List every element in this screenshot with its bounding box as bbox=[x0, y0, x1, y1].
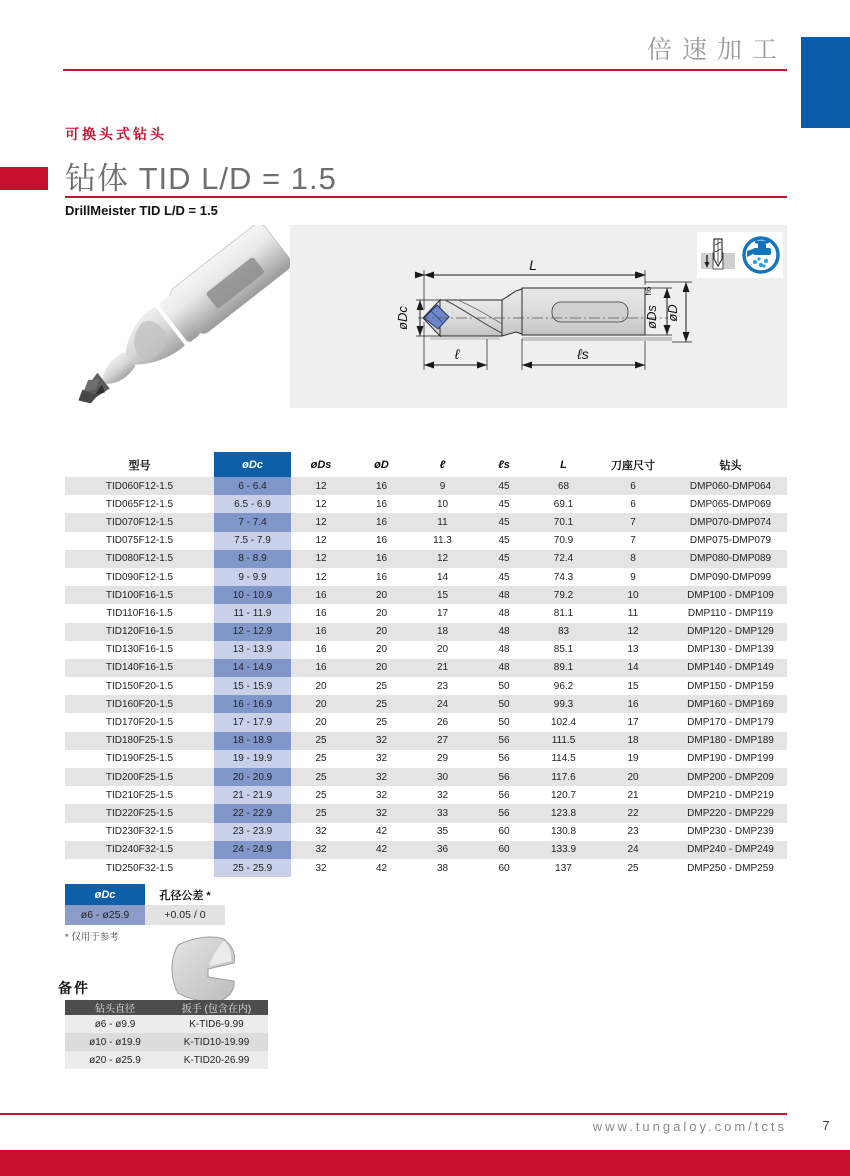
spare-parts-table bbox=[65, 1000, 268, 1069]
tolerance-footnote: * 仅用于参考 bbox=[65, 932, 119, 943]
tolerance-table-header bbox=[65, 884, 225, 905]
table-row: TID120F16-1.5 12 - 12.9 16 20 18 48 83 12 DMP120 - DMP129 bbox=[65, 623, 787, 641]
drill-photo-illustration bbox=[60, 225, 290, 408]
table-row: TID250F32-1.5 25 - 25.9 32 42 38 60 137 25 DMP250 - DMP259 bbox=[65, 859, 787, 877]
column-header: ℓs bbox=[498, 458, 510, 471]
table-row: ø6 - ø25.9 +0.05 / 0 bbox=[65, 905, 225, 925]
drilling-depth-icon bbox=[699, 235, 737, 275]
dim-label-dc: øDc bbox=[395, 306, 410, 330]
wrench-illustration bbox=[160, 933, 255, 1005]
table-row: TID070F12-1.5 7 - 7.4 12 16 11 45 70.1 7 DMP070-DMP074 bbox=[65, 513, 787, 531]
dim-label-ds: øDs bbox=[644, 305, 659, 329]
blue-edge-tab bbox=[801, 37, 850, 128]
dim-label-d: øD bbox=[665, 304, 680, 322]
spec-table bbox=[65, 452, 787, 877]
table-row: TID060F12-1.5 6 - 6.4 12 16 9 45 68 6 DMP060-DMP064 bbox=[65, 477, 787, 495]
spare-parts-heading: 备件 bbox=[58, 980, 90, 996]
page-number: 7 bbox=[822, 1118, 830, 1133]
table-row: TID150F20-1.5 15 - 15.9 20 25 23 50 96.2 15 DMP150 - DMP159 bbox=[65, 677, 787, 695]
bottom-red-bar bbox=[0, 1150, 850, 1176]
table-row: TID090F12-1.5 9 - 9.9 12 16 14 45 74.3 9 DMP090-DMP099 bbox=[65, 568, 787, 586]
corner-tag: 倍速加工 bbox=[646, 36, 787, 64]
table-row: TID080F12-1.5 8 - 8.9 12 16 12 45 72.4 8 DMP080-DMP089 bbox=[65, 550, 787, 568]
column-header: 型号 bbox=[128, 459, 151, 472]
category-label: 可换头式钻头 bbox=[65, 126, 167, 142]
title-rule bbox=[65, 196, 787, 198]
dim-label-l: ℓ bbox=[454, 346, 460, 362]
table-row: ø20 - ø25.9 K-TID20-26.99 bbox=[65, 1051, 268, 1069]
table-row: TID160F20-1.5 16 - 16.9 20 25 24 50 99.3 16 DMP160 - DMP169 bbox=[65, 695, 787, 713]
column-header: øDc bbox=[65, 884, 145, 905]
table-row: ø10 - ø19.9 K-TID10-19.99 bbox=[65, 1033, 268, 1051]
table-row: ø6 - ø9.9 K-TID6-9.99 bbox=[65, 1015, 268, 1033]
table-row: TID065F12-1.5 6.5 - 6.9 12 16 10 45 69.1 6 DMP065-DMP069 bbox=[65, 495, 787, 513]
tolerance-table bbox=[65, 884, 225, 925]
column-header: øD bbox=[374, 458, 389, 471]
column-header: 刀座尺寸 bbox=[611, 459, 655, 472]
column-header: ℓ bbox=[439, 458, 446, 471]
table-row: TID170F20-1.5 17 - 17.9 20 25 26 50 102.4 17 DMP170 - DMP179 bbox=[65, 713, 787, 731]
table-row: TID110F16-1.5 11 - 11.9 16 20 17 48 81.1 11 DMP110 - DMP119 bbox=[65, 604, 787, 622]
table-row: TID180F25-1.5 18 - 18.9 25 32 27 56 111.5 18 DMP180 - DMP189 bbox=[65, 732, 787, 750]
spare-parts-header bbox=[65, 1000, 268, 1015]
column-header: 孔径公差 * bbox=[159, 889, 211, 902]
spec-table-header bbox=[65, 452, 787, 477]
table-row: TID200F25-1.5 20 - 20.9 25 32 30 56 117.6 20 DMP200 - DMP209 bbox=[65, 768, 787, 786]
footer-url: www.tungaloy.com/tcts bbox=[592, 1119, 787, 1134]
technical-diagram bbox=[290, 225, 787, 408]
column-header: 扳手 (包含在内) bbox=[165, 1000, 268, 1015]
table-row: TID100F16-1.5 10 - 10.9 16 20 15 48 79.2 10 DMP100 - DMP109 bbox=[65, 586, 787, 604]
table-row: TID130F16-1.5 13 - 13.9 16 20 20 48 85.1 13 DMP130 - DMP139 bbox=[65, 641, 787, 659]
product-photo bbox=[60, 225, 290, 408]
column-header: øDc bbox=[214, 452, 291, 477]
table-row: TID240F32-1.5 24 - 24.9 32 42 36 60 133.9 24 DMP240 - DMP249 bbox=[65, 841, 787, 859]
table-row: TID140F16-1.5 14 - 14.9 16 20 21 48 89.1 14 DMP140 - DMP149 bbox=[65, 659, 787, 677]
column-header: øDs bbox=[310, 458, 332, 471]
table-row: TID210F25-1.5 21 - 21.9 25 32 32 56 120.7 21 DMP210 - DMP219 bbox=[65, 786, 787, 804]
column-header: L bbox=[560, 458, 567, 471]
table-row: TID190F25-1.5 19 - 19.9 25 32 29 56 114.5 19 DMP190 - DMP199 bbox=[65, 750, 787, 768]
dim-label-ds-sup: h6 bbox=[644, 286, 653, 296]
column-header: 钻头直径 bbox=[65, 1000, 165, 1015]
corner-rule bbox=[63, 69, 787, 71]
feature-icons bbox=[697, 232, 783, 278]
dim-label-ls: ℓs bbox=[577, 346, 589, 362]
dim-label-L: L bbox=[529, 257, 537, 273]
table-row: TID230F32-1.5 23 - 23.9 32 42 35 60 130.8 23 DMP230 - DMP239 bbox=[65, 823, 787, 841]
column-header: 钻头 bbox=[719, 459, 742, 472]
table-row: TID220F25-1.5 22 - 22.9 25 32 33 56 123.8 22 DMP220 - DMP229 bbox=[65, 804, 787, 822]
red-title-block bbox=[0, 167, 48, 190]
page-subtitle: DrillMeister TID L/D = 1.5 bbox=[65, 203, 218, 218]
footer-rule bbox=[0, 1113, 787, 1115]
table-row: TID075F12-1.5 7.5 - 7.9 12 16 11.3 45 70.9 7 DMP075-DMP079 bbox=[65, 532, 787, 550]
page-title: 钻体 TID L/D = 1.5 bbox=[65, 161, 337, 196]
coolant-through-icon bbox=[741, 235, 781, 275]
